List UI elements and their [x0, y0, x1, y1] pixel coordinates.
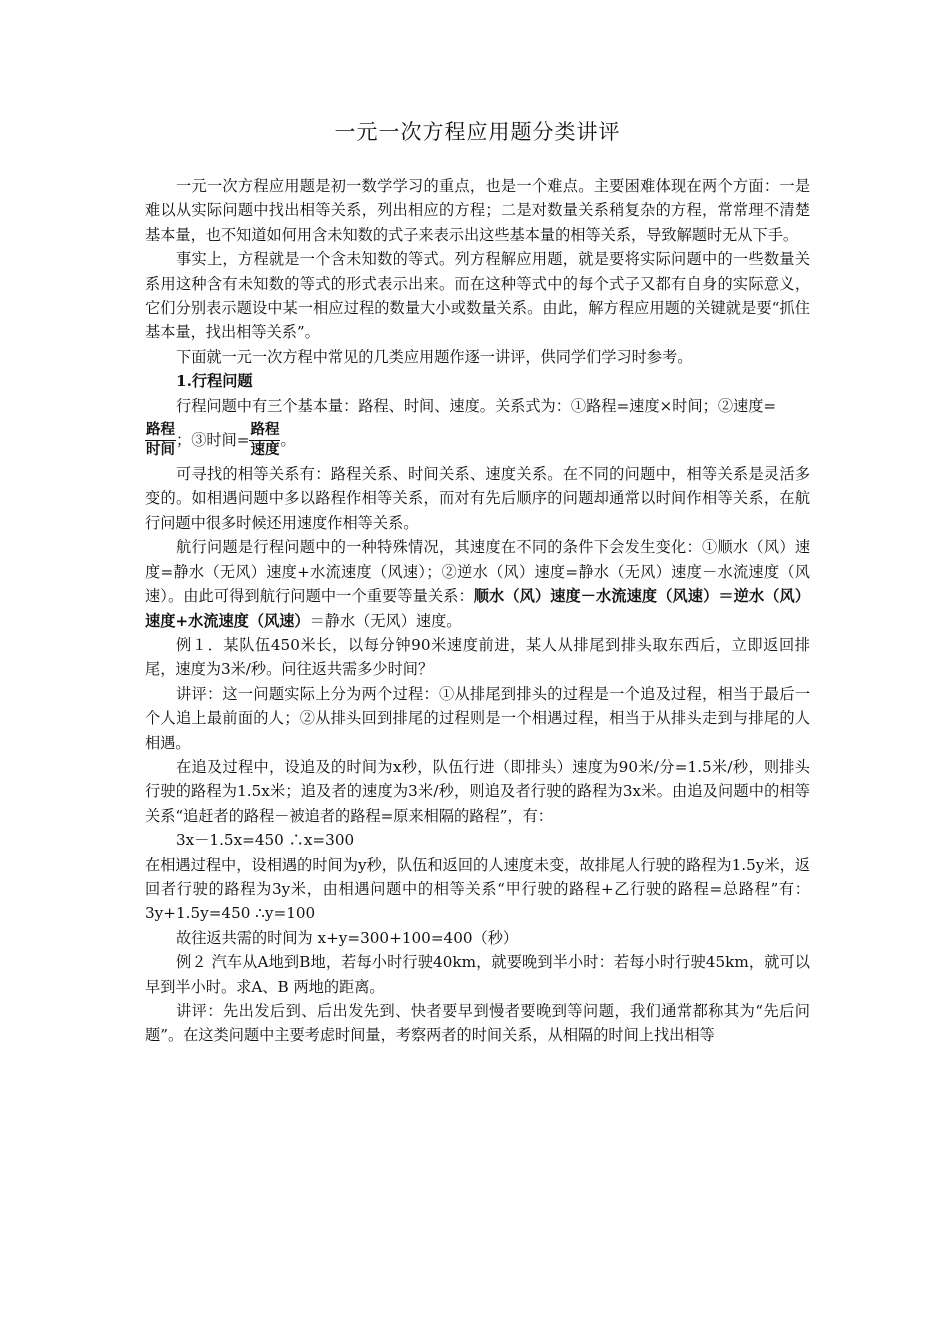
example-1-comment: 讲评：这一问题实际上分为两个过程：①从排尾到排头的过程是一个追及过程，相当于最后一个人追上最前面的人；②从排头回到排尾的过程则是一个相遇过程，相当于从排头走到与排尾的人相遇。 — [145, 684, 810, 752]
formula-end: 。 — [280, 431, 296, 450]
overview-paragraph: 下面就一元一次方程中常见的几类应用题作逐一讲评，供同学们学习时参考。 — [176, 347, 693, 366]
example-2-comment: 讲评：先出发后到、后出发先到、快者要早到慢者要晚到等问题，我们通常都称其为“先后问题”。在这类问题中主要考虑时间量，考察两者的时间关系，从相隔的时间上找出相等 — [145, 1002, 810, 1045]
equal-relations-paragraph: 可寻找的相等关系有：路程关系、时间关系、速度关系。在不同的问题中，相等关系是灵活多变的。如相遇问题中多以路程作相等关系，而对有先后顺序的问题却通常以时间作相等关系，在航行问题中很多时候还用速度作相等关系。 — [145, 465, 810, 532]
meet-process-paragraph: 在相遇过程中，设相遇的时间为y秒，队伍和返回的人速度未变，故排尾人行驶的路程为1.5y米，返回者行驶的路程为3y米，由相遇问题中的相等关系“甲行驶的路程+乙行驶的路程=总路程”有： 3y+1.5y=450 ∴y=100 — [145, 855, 810, 923]
fraction-distance-over-time — [145, 421, 176, 460]
fraction-denominator: 速度 — [250, 441, 280, 458]
navigation-text-end: ＝静水（无风）速度。 — [309, 611, 462, 630]
intro-paragraph: 一元一次方程应用题是初一数学学习的重点，也是一个难点。主要困难体现在两个方面：一是难以从实际问题中找出相等关系，列出相应的方程；二是对数量关系稍复杂的方程，常常理不清楚基本量，也不知道如何用含未知数的式子来表示出这些基本量的相等关系，导致解题时无从下手。 — [145, 177, 810, 244]
speed-time-formula — [145, 418, 810, 462]
fraction-denominator: 时间 — [146, 441, 175, 458]
total-time-paragraph: 故往返共需的时间为 x+y=300+100=400（秒） — [176, 928, 519, 947]
document-page — [145, 118, 810, 1048]
formula-separator: ；③时间= — [176, 431, 250, 450]
section-heading-travel: 1.行程问题 — [176, 372, 253, 391]
chase-process-paragraph: 在追及过程中，设追及的时间为x秒，队伍行进（即排头）速度为90米/分=1.5米/秒，则排头行驶的路程为1.5x米；追及者的速度为3米/秒，则追及者行驶的路程为3x米。由追及问题中的相等关系“追赶者的路程－被追者的路程=原来相隔的路程”，有： — [145, 757, 810, 825]
basic-quantities-paragraph: 行程问题中有三个基本量：路程、时间、速度。关系式为：①路程=速度×时间；②速度= — [176, 396, 777, 415]
navigation-text: 航行问题是行程问题中的一种特殊情况，其速度在不同的条件下会发生变化：①顺水（风）速度=静水（无风）速度+水流速度（风速）；②逆水（风）速度=静水（无风）速度－水流速度（风速）。由此可得到航行问题中一个重要等量关系： — [145, 538, 810, 606]
equation-definition-paragraph: 事实上，方程就是一个含未知数的等式。列方程解应用题，就是要将实际问题中的一些数量关系用这种含有未知数的等式的形式表示出来。而在这种等式中的每个式子又都有自身的实际意义，它们分别表示题设中某一相应过程的数量大小或数量关系。由此，解方程应用题的关键就是要“抓住基本量，找出相等关系”。 — [145, 250, 810, 342]
fraction-distance-over-speed — [249, 421, 280, 460]
fraction-numerator: 路程 — [145, 421, 176, 441]
navigation-key-relation: 顺水（风）速度－水流速度（风速）＝逆水（风）速度+水流速度（风速） — [145, 587, 810, 630]
example-2: 例２ 汽车从A地到B地，若每小时行驶40km，就要晚到半小时：若每小时行驶45km，就可以早到半小时。求A、B 两地的距离。 — [145, 953, 810, 996]
navigation-paragraph — [145, 535, 810, 633]
equation-1: 3x－1.5x=450 ∴x=300 — [176, 831, 355, 850]
document-title: 一元一次方程应用题分类讲评 — [334, 120, 621, 144]
example-1: 例１．某队伍450米长，以每分钟90米速度前进，某人从排尾到排头取东西后，立即返回排尾，速度为3米/秒。问往返共需多少时间？ — [145, 635, 810, 679]
fraction-numerator: 路程 — [249, 421, 280, 441]
